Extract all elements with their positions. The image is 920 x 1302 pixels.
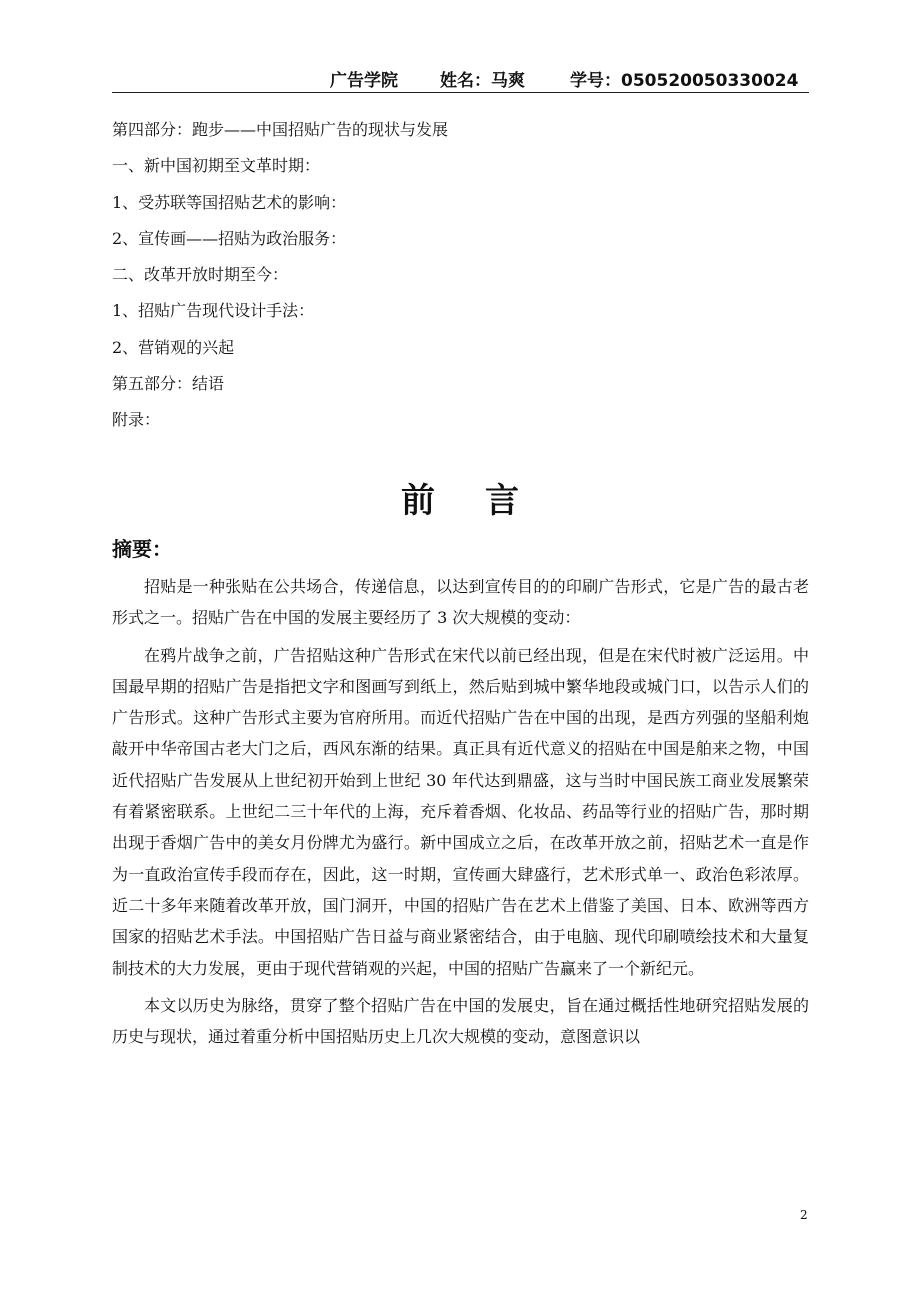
- page-header: [112, 58, 809, 93]
- toc-line: 1、受苏联等国招贴艺术的影响：: [112, 192, 347, 212]
- section-title: 前言: [401, 481, 569, 521]
- header-student-name: 姓名：马爽: [440, 71, 525, 91]
- header-student-id: 学号：050520050330024: [570, 71, 799, 91]
- abstract-body: [112, 571, 809, 1058]
- toc-line: 2、营销观的兴起: [112, 337, 235, 357]
- toc-line: 二、改革开放时期至今：: [112, 265, 289, 285]
- header-school: 广告学院: [330, 71, 398, 91]
- toc-line: 附录：: [112, 410, 161, 430]
- toc-line: 1、招贴广告现代设计手法：: [112, 301, 315, 321]
- page-number: 2: [800, 1208, 808, 1222]
- paragraph: 在鸦片战争之前，广告招贴这种广告形式在宋代以前已经出现，但是在宋代时被广泛运用。中国最早期的招贴广告是指把文字和图画写到纸上，然后贴到城中繁华地段或城门口，以告示人们的广告形式。这种广告形式主要为官府所用。而近代招贴广告在中国的出现，是西方列强的坚船利炮敲开中华帝国古老大门之后，西风东渐的结果。真正具有近代意义的招贴在中国是舶来之物，中国近代招贴广告发展从上世纪初开始到上世纪 30 年代达到鼎盛，这与当时中国民族工商业发展繁荣有着紧密联系。上世纪二三十年代的上海，充斥着香烟、化妆品、药品等行业的招贴广告，那时期出现于香烟广告中的美女月份牌尤为盛行。新中国成立之后，在改革开放之前，招贴艺术一直是作为一直政治宣传手段而存在，因此，这一时期，宣传画大肆盛行，艺术形式单一、政治色彩浓厚。近二十多年来随着改革开放，国门洞开，中国的招贴广告在艺术上借鉴了美国、日本、欧洲等西方国家的招贴艺术手法。中国招贴广告日益与商业紧密结合，由于电脑、现代印刷喷绘技术和大量复制技术的大力发展，更由于现代营销观的兴起，中国的招贴广告赢来了一个新纪元。: [112, 645, 809, 978]
- table-of-contents: [112, 112, 812, 439]
- paragraph: 招贴是一种张贴在公共场合，传递信息，以达到宣传目的的印刷广告形式，它是广告的最古老形式之一。招贴广告在中国的发展主要经历了 3 次大规模的变动：: [112, 577, 809, 628]
- abstract-label: 摘要：: [112, 537, 172, 561]
- toc-line: 第五部分：结语: [112, 374, 225, 394]
- paragraph: 本文以历史为脉络，贯穿了整个招贴广告在中国的发展史，旨在通过概括性地研究招贴发展的历史与现状，通过着重分析中国招贴历史上几次大规模的变动，意图意识以: [112, 995, 809, 1047]
- toc-line: 第四部分：跑步——中国招贴广告的现状与发展: [112, 120, 449, 139]
- toc-line: 2、宣传画——招贴为政治服务：: [112, 228, 347, 248]
- toc-line: 一、新中国初期至文革时期：: [112, 156, 321, 176]
